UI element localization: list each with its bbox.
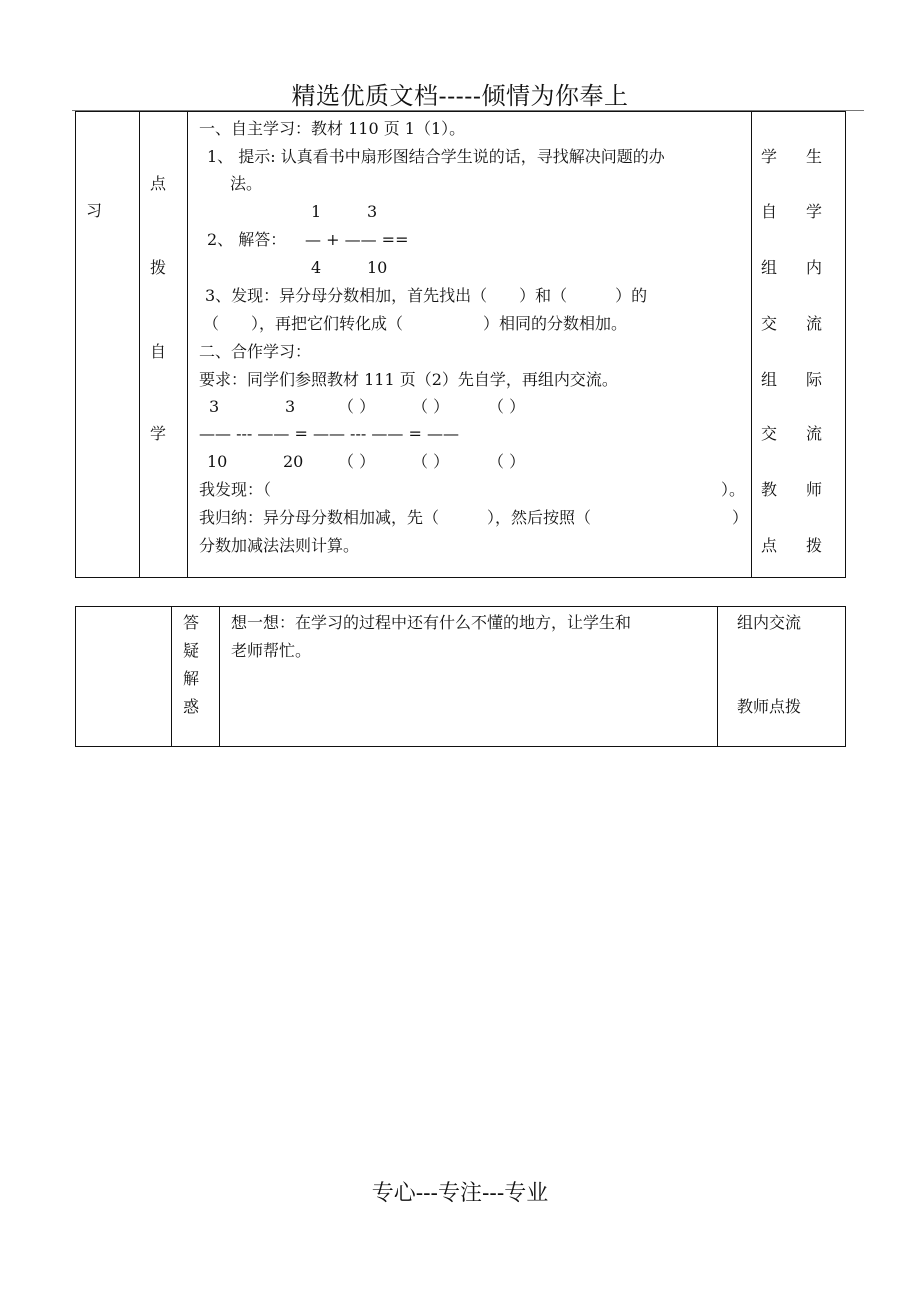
exercise-denominator-5: （ ） (488, 452, 526, 471)
table2-top-border (75, 606, 846, 607)
fraction-numerator-a: 1 (311, 202, 322, 221)
qa-phase-char-1: 答 (183, 613, 200, 632)
summary-start: 我归纳：异分母分数相加减，先（ ），然后按照（ (199, 508, 592, 527)
method-char: 点 (761, 536, 778, 555)
table2-border-c1 (171, 606, 172, 747)
content-line-1: 一、自主学习：教材 110 页 1（1）。 (199, 119, 466, 138)
table2-bottom-border (75, 746, 846, 747)
phase-char-1: 点 (150, 174, 167, 193)
fraction-denominator-a: 4 (311, 258, 322, 277)
summary-end: ） (732, 508, 749, 527)
content-line-7: 二、合作学习： (199, 342, 312, 361)
method-char: 教 (761, 480, 778, 499)
content-line-6: （ ），再把它们转化成（ ）相同的分数相加。 (203, 314, 628, 333)
table2-border-left (75, 606, 76, 747)
fraction-numerator-b: 3 (367, 202, 378, 221)
method-char: 交 (761, 314, 778, 333)
header-title: 精选优质文档-----倾情为你奉上 (291, 82, 629, 110)
table1-top-border (75, 111, 846, 112)
table1-border-right (845, 111, 846, 578)
method-char: 流 (806, 314, 823, 333)
phase-char-2: 拨 (150, 258, 167, 277)
method-char: 组 (761, 370, 778, 389)
qa-phase-char-4: 惑 (183, 697, 200, 716)
content-line-2: 1、 提示: 认真看书中扇形图结合学生说的话，寻找解决问题的办 (207, 147, 665, 166)
exercise-denominator-3: （ ） (338, 452, 376, 471)
table1-border-c3 (751, 111, 752, 578)
section-label: 习 (86, 201, 103, 220)
discovery-end: ）。 (721, 480, 746, 499)
phase-char-3: 自 (150, 342, 167, 361)
method-char: 学 (761, 147, 778, 166)
qa-method-teacher: 教师点拨 (737, 697, 802, 716)
table2-border-c2 (219, 606, 220, 747)
method-char: 师 (806, 480, 823, 499)
method-char: 组 (761, 258, 778, 277)
method-char: 学 (806, 202, 823, 221)
qa-phase-char-2: 疑 (183, 641, 200, 660)
phase-char-4: 学 (150, 424, 167, 443)
footer-title: 专心---专注---专业 (371, 1181, 549, 1206)
method-char: 自 (761, 202, 778, 221)
exercise-numerator-5: （ ） (488, 397, 526, 416)
table2-border-c3 (717, 606, 718, 747)
answer-expression: — + —— == (305, 230, 409, 249)
content-line-8: 要求：同学们参照教材 111 页（2）先自学，再组内交流。 (199, 370, 618, 389)
exercise-numerator-1: 3 (209, 397, 220, 416)
method-char: 流 (806, 424, 823, 443)
method-char: 内 (806, 258, 823, 277)
exercise-denominator-4: （ ） (412, 452, 450, 471)
qa-method-group: 组内交流 (737, 613, 802, 632)
content-line-3: 法。 (230, 174, 263, 193)
exercise-denominator-1: 10 (207, 452, 228, 471)
table1-border-c1 (139, 111, 140, 578)
method-char: 际 (806, 370, 823, 389)
fraction-denominator-b: 10 (367, 258, 388, 277)
table1-bottom-border (75, 577, 846, 578)
table1-border-c2 (187, 111, 188, 578)
content-line-14: 分数加减法法则计算。 (199, 536, 360, 555)
exercise-denominator-2: 20 (283, 452, 304, 471)
qa-content-line-2: 老师帮忙。 (231, 641, 312, 660)
exercise-numerator-4: （ ） (412, 397, 450, 416)
qa-phase-char-3: 解 (183, 669, 200, 688)
qa-content-line-1: 想一想：在学习的过程中还有什么不懂的地方，让学生和 (231, 613, 632, 632)
exercise-numerator-3: （ ） (338, 397, 376, 416)
method-char: 拨 (806, 536, 823, 555)
answer-label: 2、 解答： (207, 230, 287, 249)
method-char: 交 (761, 424, 778, 443)
table1-border-left (75, 111, 76, 578)
exercise-expression: —— --- —— = —— --- —— = —— (199, 424, 459, 443)
method-char: 生 (806, 147, 823, 166)
content-line-5: 3、发现：异分母分数相加，首先找出（ ）和（ ）的 (205, 286, 648, 305)
table2-border-right (845, 606, 846, 747)
discovery-start: 我发现：（ (199, 480, 272, 499)
exercise-numerator-2: 3 (285, 397, 296, 416)
